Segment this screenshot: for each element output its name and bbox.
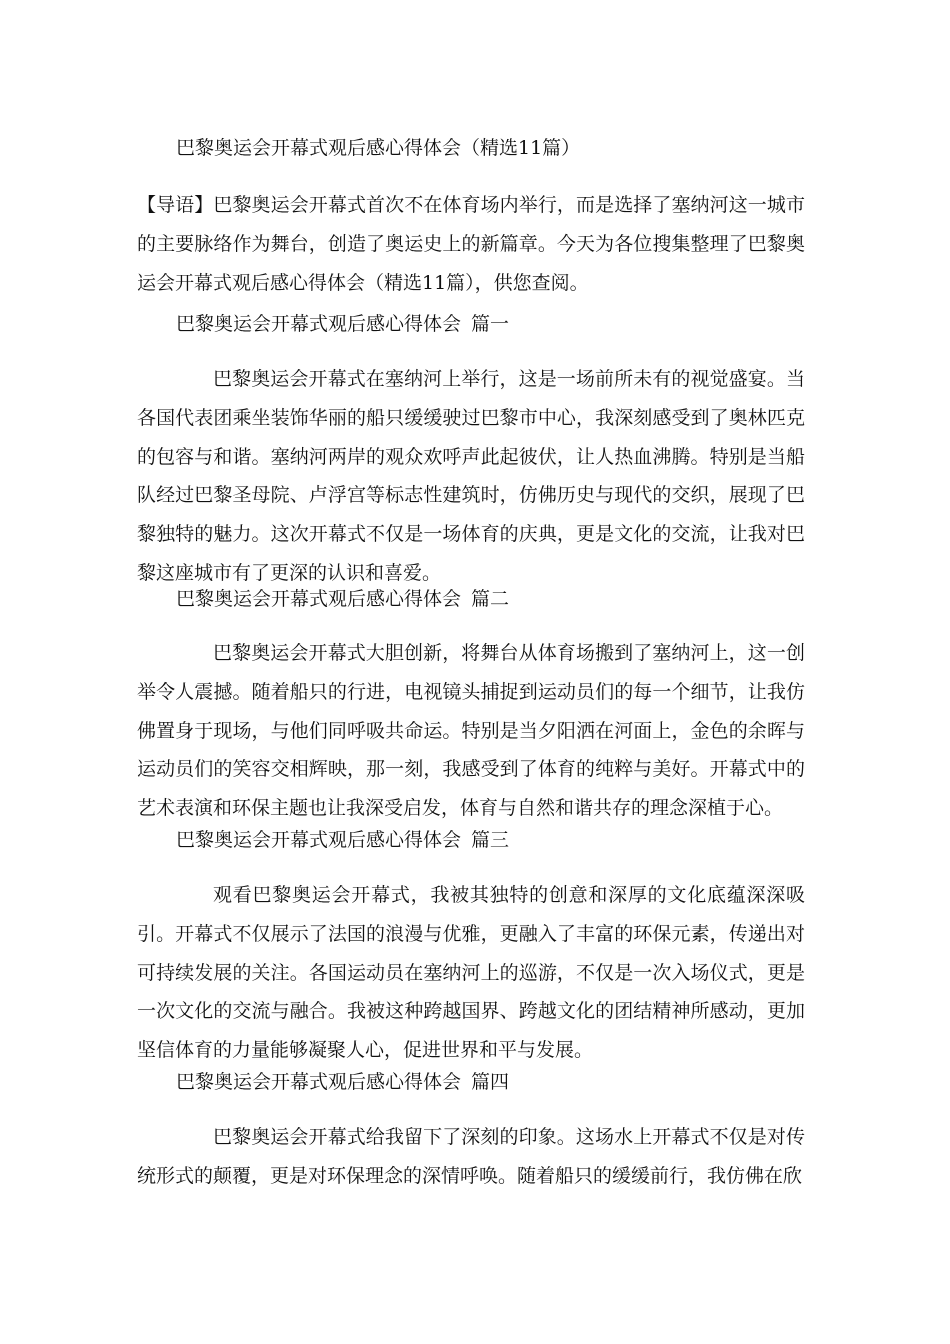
section-heading-part: 篇三 [471, 829, 510, 851]
section-heading-title: 巴黎奥运会开幕式观后感心得体会 [176, 313, 462, 335]
section-heading-title: 巴黎奥运会开幕式观后感心得体会 [176, 829, 462, 851]
section-heading-part: 篇二 [471, 588, 510, 610]
section-heading-2 [176, 583, 876, 615]
section-body-2: 巴黎奥运会开幕式大胆创新，将舞台从体育场搬到了塞纳河上，这一创举令人震撼。随着船只的行进，电视镜头捕捉到运动员们的每一个细节，让我仿佛置身于现场，与他们同呼吸共命运。特别是当夕阳洒在河面上，金色的余晖与运动员们的笑容交相辉映，那一刻，我感受到了体育的纯粹与美好。开幕式中的艺术表演和环保主题也让我深受启发，体育与自然和谐共存的理念深植于心。 [137, 642, 805, 820]
section-heading-3 [176, 824, 876, 856]
intro-paragraph: 【导语】巴黎奥运会开幕式首次不在体育场内举行，而是选择了塞纳河这一城市的主要脉络作为舞台，创造了奥运史上的新篇章。今天为各位搜集整理了巴黎奥运会开幕式观后感心得体会（精选11篇），供您查阅。 [137, 194, 805, 294]
section-heading-title: 巴黎奥运会开幕式观后感心得体会 [176, 1071, 462, 1093]
section-heading-part: 篇一 [471, 313, 510, 335]
section-body-4: 巴黎奥运会开幕式给我留下了深刻的印象。这场水上开幕式不仅是对传统形式的颠覆，更是对环保理念的深情呼唤。随着船只的缓缓前行，我仿佛在欣 [137, 1126, 805, 1187]
section-heading-title: 巴黎奥运会开幕式观后感心得体会 [176, 588, 462, 610]
section-heading-4 [176, 1066, 876, 1098]
section-body-1: 巴黎奥运会开幕式在塞纳河上举行，这是一场前所未有的视觉盛宴。当各国代表团乘坐装饰华丽的船只缓缓驶过巴黎市中心，我深刻感受到了奥林匹克的包容与和谐。塞纳河两岸的观众欢呼声此起彼伏，让人热血沸腾。特别是当船队经过巴黎圣母院、卢浮宫等标志性建筑时，仿佛历史与现代的交织，展现了巴黎独特的魅力。这次开幕式不仅是一场体育的庆典，更是文化的交流，让我对巴黎这座城市有了更深的认识和喜爱。 [137, 368, 805, 584]
document-title: 巴黎奥运会开幕式观后感心得体会（精选11篇） [176, 137, 581, 159]
section-heading-1 [176, 308, 876, 340]
section-heading-part: 篇四 [471, 1071, 510, 1093]
section-body-3: 观看巴黎奥运会开幕式，我被其独特的创意和深厚的文化底蕴深深吸引。开幕式不仅展示了法国的浪漫与优雅，更融入了丰富的环保元素，传递出对可持续发展的关注。各国运动员在塞纳河上的巡游，不仅是一次入场仪式，更是一次文化的交流与融合。我被这种跨越国界、跨越文化的团结精神所感动，更加坚信体育的力量能够凝聚人心，促进世界和平与发展。 [137, 884, 805, 1062]
